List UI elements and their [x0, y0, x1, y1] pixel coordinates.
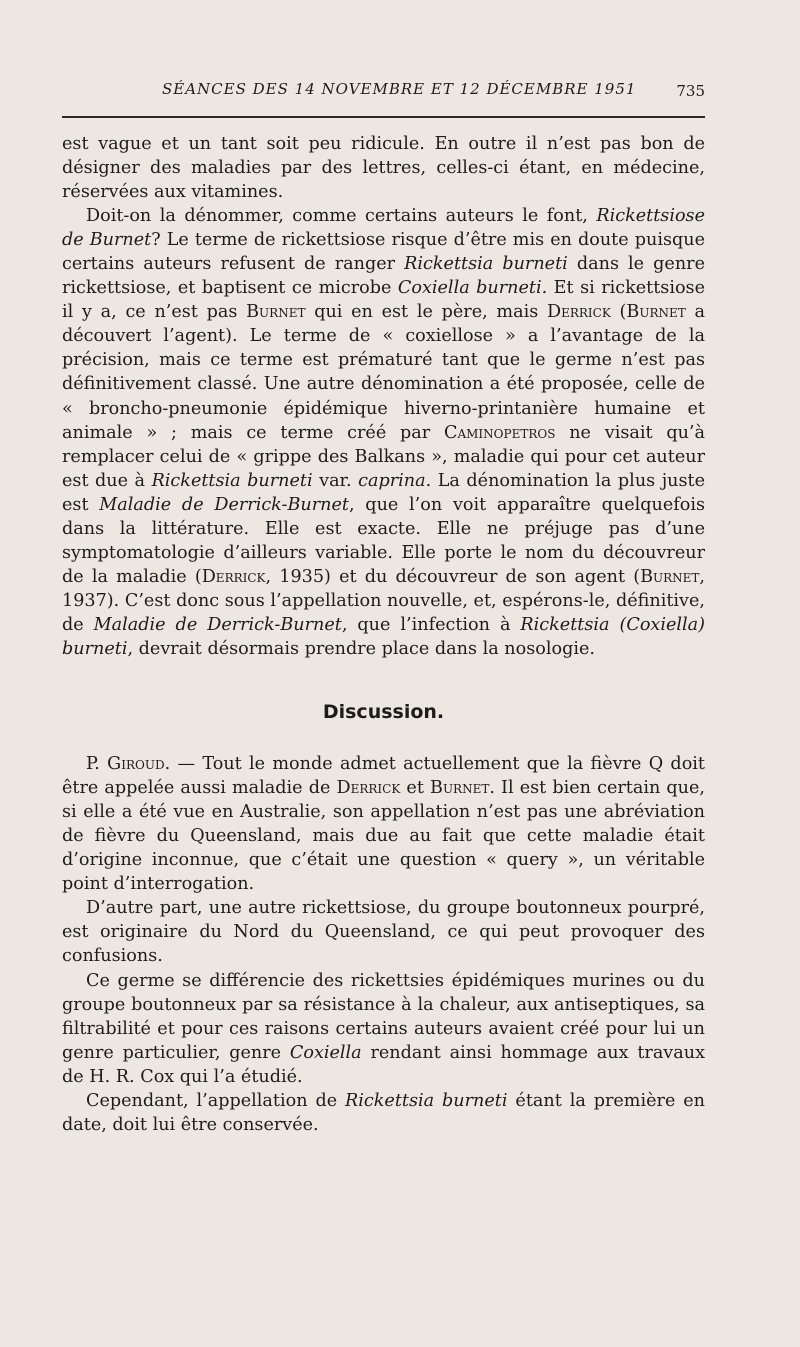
text-run: a découvert l’agent). Le terme de « coxiellose » a l’avantage de la précision, mais ce terme est prématuré tant que le germe n’est pas définitivement classé. Une autre dénomination a été proposée, celle de « broncho-pneumonie épidémique hiverno-printanière humaine et animale » ; mais ce terme créé par	[62, 302, 705, 443]
section-heading: Discussion.	[322, 700, 445, 723]
italic-term: Rickettsia (Coxiella) burneti	[62, 615, 705, 660]
author-name: Derrick	[201, 567, 266, 588]
paragraph-naming	[62, 204, 705, 662]
text-run: est vague et un tant soit peu ridicule. En outre il n’est pas bon de désigner des maladies par des lettres, celles-ci étant, en médecine, réservées aux vitamines.	[62, 133, 705, 202]
text-run: Doit-on la dénommer, comme certains auteurs le font,	[86, 205, 597, 226]
italic-term: Coxiella burneti.	[397, 278, 548, 299]
author-name: Giroud	[107, 753, 165, 774]
text-run: ? Le terme de rickettsiose risque d’être mis en doute puisque certains auteurs refusent de ranger	[62, 229, 705, 274]
body-text	[62, 132, 705, 1138]
author-name: Burnet	[640, 567, 700, 588]
author-name: Burnet	[626, 302, 686, 323]
text-run: P.	[86, 753, 108, 774]
text-run: . La dénomination la plus juste est	[62, 470, 705, 515]
paragraph-queensland	[62, 896, 705, 968]
italic-term: Maladie de Derrick-Burnet	[93, 615, 342, 636]
text-run: Et si rickettsiose il y a, ce n’est pas	[62, 278, 705, 323]
text-run: Ce germe se différencie des rickettsies épidémiques murines ou du groupe boutonneux par sa résistance à la chaleur, aux antiseptiques, sa filtrabilité et pour ces raisons certains auteurs avaient créé pour lui un genre particulier, genre	[62, 970, 705, 1063]
paragraph-conclusion	[62, 1089, 705, 1137]
author-name: Derrick	[336, 777, 401, 798]
running-header	[62, 78, 705, 104]
italic-term: Rickettsia burneti	[404, 253, 568, 274]
text-run: D’autre part, une autre rickettsiose, du groupe boutonneux pourpré, est originaire du Nord du Queensland, ce qui peut provoquer des confusions.	[62, 898, 705, 967]
italic-term: Maladie de Derrick-Burnet	[99, 494, 349, 515]
text-run: , que l’infection à	[341, 615, 521, 636]
running-title: SÉANCES DES 14 NOVEMBRE ET 12 DÉCEMBRE 1951	[162, 80, 637, 98]
italic-term: Coxiella	[289, 1042, 362, 1063]
author-name: Burnet	[246, 302, 306, 323]
text-run: rendant ainsi hommage aux travaux de H. R. Cox qui l’a étudié.	[62, 1042, 705, 1087]
header-rule	[62, 116, 705, 118]
author-name: Burnet	[430, 777, 490, 798]
text-run: , 1937). C’est donc sous l’appellation nouvelle, et, espérons-le, définitive, de	[62, 567, 705, 636]
author-name: Derrick	[547, 302, 611, 323]
italic-term: Rickettsia burneti	[151, 470, 313, 491]
text-run: var.	[312, 470, 359, 491]
text-run: et	[400, 777, 431, 798]
paragraph-continuation	[62, 132, 705, 204]
paragraph-coxiella	[62, 969, 705, 1089]
paragraph-giroud	[62, 752, 705, 897]
author-name: Caminopetros	[444, 422, 556, 443]
text-run: , que l’on voit apparaître quelquefois dans la littérature. Elle est exacte. Elle ne préjuge pas d’une symptomatologie d’ailleurs variable. Elle porte le nom du découvreur de la maladie (	[62, 494, 705, 588]
italic-term: caprina	[358, 470, 426, 491]
page-number: 735	[676, 82, 705, 100]
text-run: qui en est le père, mais	[305, 302, 547, 323]
text-run: , devrait désormais prendre place dans la nosologie.	[127, 639, 595, 660]
text-run: , 1935) et du découvreur de son agent (	[265, 567, 641, 588]
text-run: dans le genre rickettsiose, et baptisent ce microbe	[62, 253, 705, 299]
text-run: . — Tout le monde admet actuellement que la fièvre Q doit être appelée aussi maladie de	[62, 753, 705, 798]
italic-term: Rickettsia burneti	[345, 1090, 508, 1111]
italic-term: Rickettsiose de Burnet	[62, 205, 705, 250]
text-run: (	[610, 302, 627, 323]
text-run: Cependant, l’appellation de	[86, 1090, 346, 1111]
text-run: étant la première en date, doit lui être conservée.	[62, 1090, 706, 1136]
text-run: . Il est bien certain que, si elle a été vue en Australie, son appellation n’est pas une abréviation de fièvre du Queensland, mais due au fait que cette maladie était d’origine inconnue, que c’était une question « query », un véritable point d’interrogation.	[62, 777, 705, 895]
text-run: ne visait qu’à remplacer celui de « grippe des Balkans », maladie qui pour cet auteur est due à	[62, 422, 706, 491]
